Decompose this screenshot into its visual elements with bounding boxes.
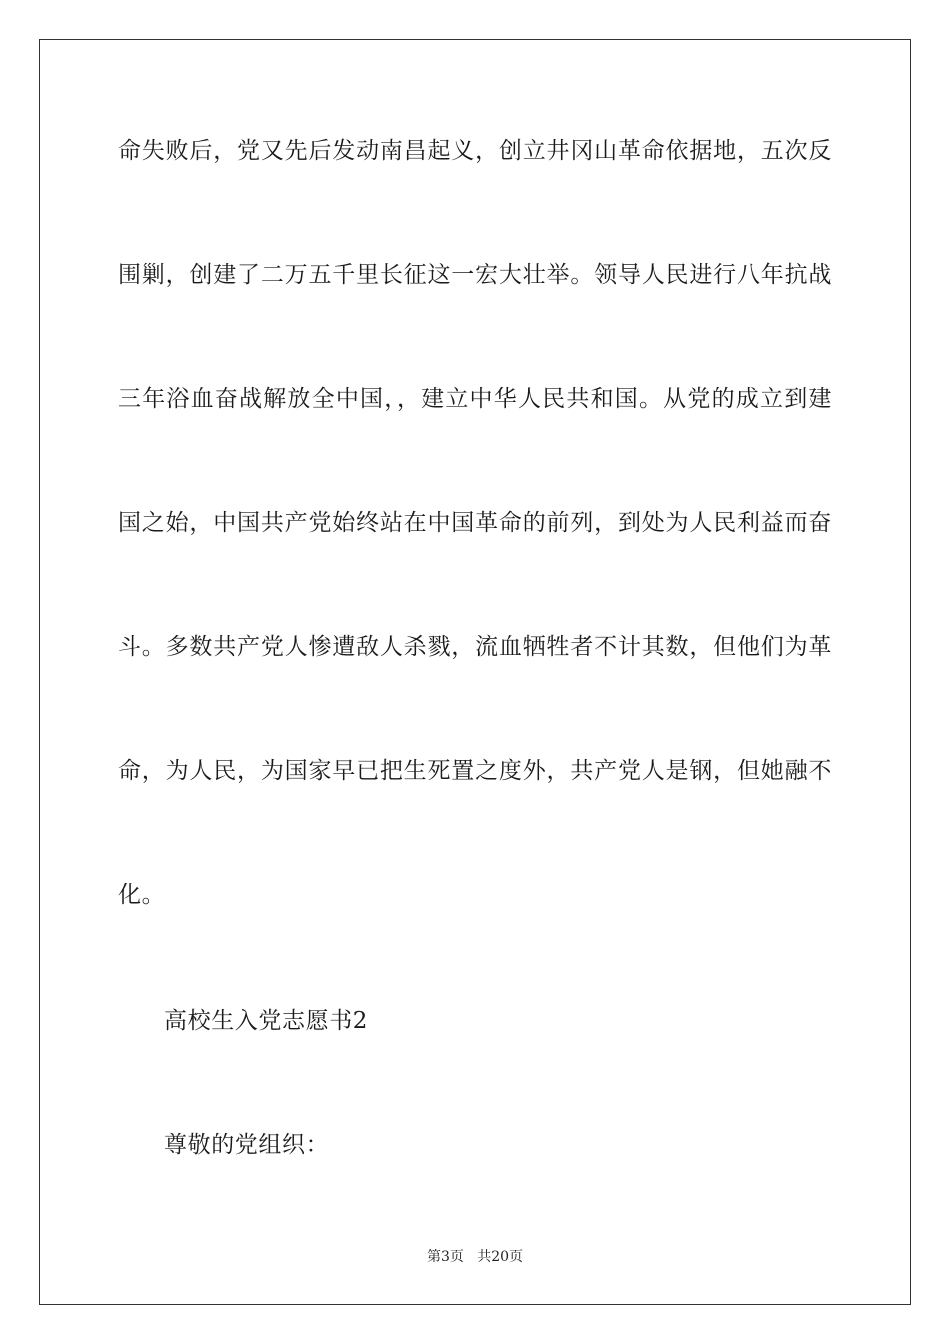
- paragraph-line: 国之始，中国共产党始终站在中国革命的前列，到处为人民利益而奋: [118, 510, 832, 536]
- section-title: 高校生入党志愿书2: [164, 1008, 369, 1034]
- paragraph-line: 命失败后，党又先后发动南昌起义，创立井冈山革命依据地，五次反: [118, 138, 832, 164]
- paragraph-line: 化。: [118, 882, 166, 908]
- page-border: [39, 39, 911, 1305]
- paragraph-line: 围剿，创建了二万五千里长征这一宏大壮举。领导人民进行八年抗战: [118, 262, 832, 288]
- page-number-footer: 第3页 共20页: [426, 1249, 524, 1265]
- salutation: 尊敬的党组织：: [164, 1132, 330, 1158]
- paragraph-line: 命，为人民，为国家早已把生死置之度外，共产党人是钢，但她融不: [118, 758, 832, 784]
- paragraph-line: 斗。多数共产党人惨遭敌人杀戮，流血牺牲者不计其数，但他们为革: [118, 634, 832, 660]
- paragraph-line: 三年浴血奋战解放全中国，，建立中华人民共和国。从党的成立到建: [118, 386, 832, 412]
